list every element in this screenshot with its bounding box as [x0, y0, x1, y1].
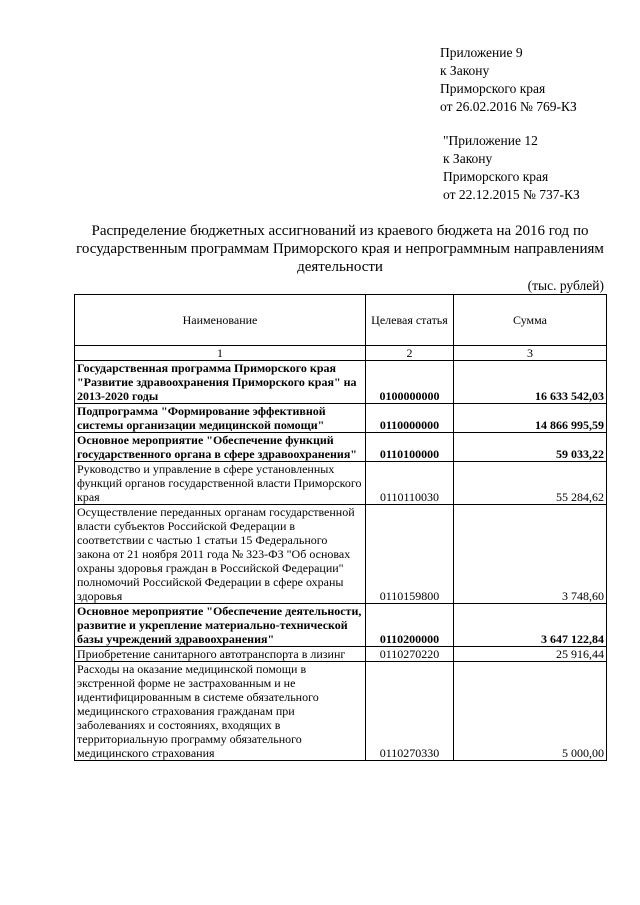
budget-table [74, 294, 607, 761]
row-sum-cell: 55 284,62 [454, 462, 607, 505]
row-sum-cell: 5 000,00 [454, 662, 607, 761]
table-header-row [75, 295, 607, 346]
row-sum-cell: 25 916,44 [454, 647, 607, 662]
appendix-original-line-4: от 22.12.2015 № 737-КЗ [443, 187, 580, 202]
row-sum-cell: 3 748,60 [454, 505, 607, 604]
table-row [75, 647, 607, 662]
column-number: 2 [366, 346, 454, 361]
table-row [75, 361, 607, 404]
row-sum-cell: 14 866 995,59 [454, 404, 607, 433]
appendix-original-block [443, 132, 633, 204]
column-number-row [75, 346, 607, 361]
appendix-current-line-3: Приморского края [440, 81, 546, 96]
row-name-cell: Государственная программа Приморского края "Развитие здравоохранения Приморского края" на 2013-2020 годы [75, 361, 366, 404]
header-code: Целевая статья [366, 295, 454, 346]
appendix-current-line-4: от 26.02.2016 № 769-КЗ [440, 99, 577, 114]
row-sum-cell: 16 633 542,03 [454, 361, 607, 404]
row-name-cell: Приобретение санитарного автотранспорта в лизинг [75, 647, 366, 662]
row-code-cell: 0110159800 [366, 505, 454, 604]
row-name-cell: Осуществление переданных органам государственной власти субъектов Российской Федерации в соответствии с частью 1 статьи 15 Федерального закона от 21 ноября 2011 года № 323-ФЗ "Об основах охраны здоровья граждан в Российской Федерации" полномочий Российской Федерации в сфере охраны здоровья [75, 505, 366, 604]
table-row [75, 662, 607, 761]
row-sum-cell: 3 647 122,84 [454, 604, 607, 647]
row-name-cell: Основное мероприятие "Обеспечение функций государственного органа в сфере здравоохранения" [75, 433, 366, 462]
row-name-cell: Руководство и управление в сфере установленных функций органов государственной власти Приморского края [75, 462, 366, 505]
table-row [75, 604, 607, 647]
appendix-current-line-1: Приложение 9 [440, 45, 523, 60]
appendix-current-block [440, 44, 630, 116]
appendix-original-line-1: "Приложение 12 [443, 133, 538, 148]
row-code-cell: 0110200000 [366, 604, 454, 647]
table-row [75, 462, 607, 505]
table-row [75, 404, 607, 433]
row-code-cell: 0110100000 [366, 433, 454, 462]
row-name-cell: Расходы на оказание медицинской помощи в экстренной форме не застрахованным и не идентифицированным в системе обязательного медицинского страхования гражданам при заболеваниях и состояниях, входящих в территориальную программу обязательного медицинского страхования [75, 662, 366, 761]
column-number: 1 [75, 346, 366, 361]
units-label: (тыс. рублей) [527, 278, 604, 293]
header-name: Наименование [75, 295, 366, 346]
row-code-cell: 0110000000 [366, 404, 454, 433]
row-code-cell: 0100000000 [366, 361, 454, 404]
document-title: Распределение бюджетных ассигнований из краевого бюджета на 2016 год по государственным программам Приморского края и непрограммным направлениям деятельности [76, 223, 604, 275]
table-row [75, 505, 607, 604]
appendix-original-line-3: Приморского края [443, 169, 549, 184]
row-name-cell: Основное мероприятие "Обеспечение деятельности, развитие и укрепление материально-технической базы учреждений здравоохранения" [75, 604, 366, 647]
header-sum: Сумма [454, 295, 607, 346]
column-number: 3 [454, 346, 607, 361]
row-code-cell: 0110110030 [366, 462, 454, 505]
row-sum-cell: 59 033,22 [454, 433, 607, 462]
appendix-current-line-2: к Закону [440, 63, 490, 78]
row-code-cell: 0110270330 [366, 662, 454, 761]
appendix-original-line-2: к Закону [443, 151, 493, 166]
row-name-cell: Подпрограмма "Формирование эффективной системы организации медицинской помощи" [75, 404, 366, 433]
row-code-cell: 0110270220 [366, 647, 454, 662]
table-row [75, 433, 607, 462]
